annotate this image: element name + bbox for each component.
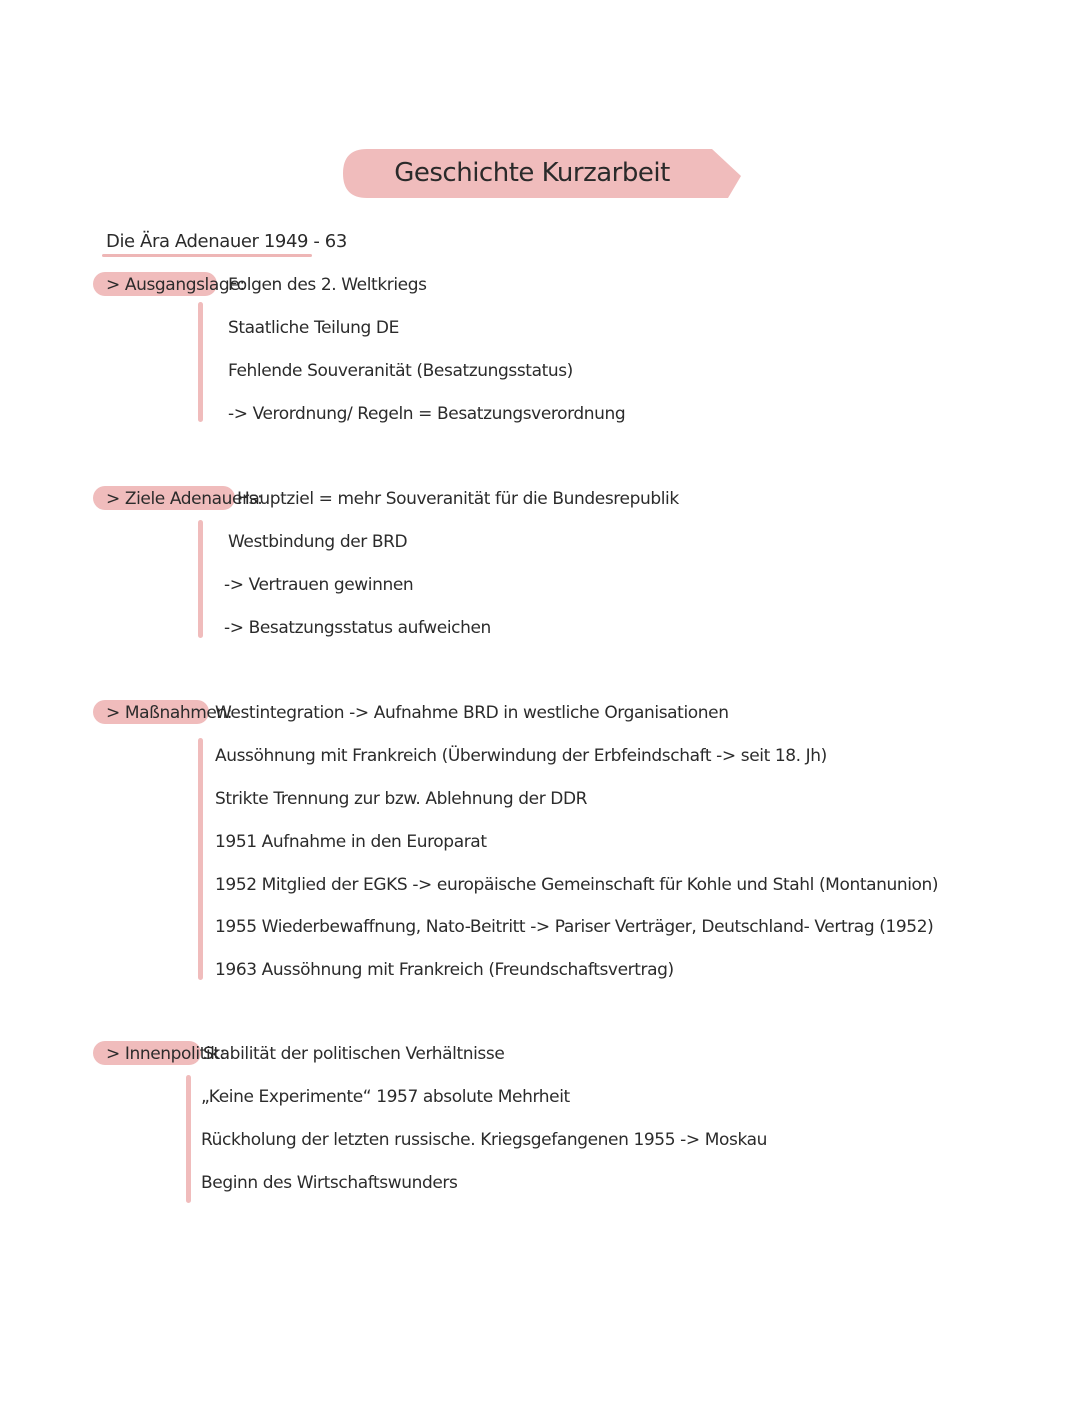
section-label: > Ausgangslage: [106,275,245,295]
list-item: 1951 Aufnahme in den Europarat [215,832,487,852]
list-item: Beginn des Wirtschaftswunders [201,1173,458,1193]
section-label: > Innenpolitik: [106,1044,226,1064]
list-item: „Keine Experimente“ 1957 absolute Mehrheit [201,1087,570,1107]
list-item: Westbindung der BRD [228,532,408,552]
list-item: 1952 Mitglied der EGKS -> europäische Gemeinschaft für Kohle und Stahl (Montanunion) [215,875,939,895]
list-item: Rückholung der letzten russische. Kriegsgefangenen 1955 -> Moskau [201,1130,767,1150]
section-label: > Maßnahmen: [106,703,233,723]
section-bar [198,520,203,638]
section-bar [186,1075,191,1203]
list-item: 1963 Aussöhnung mit Frankreich (Freundschaftsvertrag) [215,960,674,980]
list-item: -> Besatzungsstatus aufweichen [224,618,491,638]
section-first-line: Westintegration -> Aufnahme BRD in westliche Organisationen [215,703,729,723]
list-item: Fehlende Souveranität (Besatzungsstatus) [228,361,573,381]
subtitle: Die Ära Adenauer 1949 - 63 [106,231,347,252]
list-item: Strikte Trennung zur bzw. Ablehnung der DDR [215,789,588,809]
list-item: Aussöhnung mit Frankreich (Überwindung der Erbfeindschaft -> seit 18. Jh) [215,746,827,766]
list-item: -> Verordnung/ Regeln = Besatzungsverordnung [228,404,626,424]
section-bar [198,302,203,422]
list-item: Staatliche Teilung DE [228,318,399,338]
section-first-line: Hauptziel = mehr Souveranität für die Bundesrepublik [237,489,679,509]
section-label: > Ziele Adenauers: [106,489,263,509]
title-banner [342,148,742,199]
section-bar [198,738,203,980]
section-first-line: Stabilität der politischen Verhältnisse [203,1044,505,1064]
list-item: 1955 Wiederbewaffnung, Nato-Beitritt -> Pariser Verträger, Deutschland- Vertrag (1952) [215,917,934,937]
page-title: Geschichte Kurzarbeit [394,158,670,188]
section-first-line: Folgen des 2. Weltkriegs [228,275,427,295]
list-item: -> Vertrauen gewinnen [224,575,414,595]
